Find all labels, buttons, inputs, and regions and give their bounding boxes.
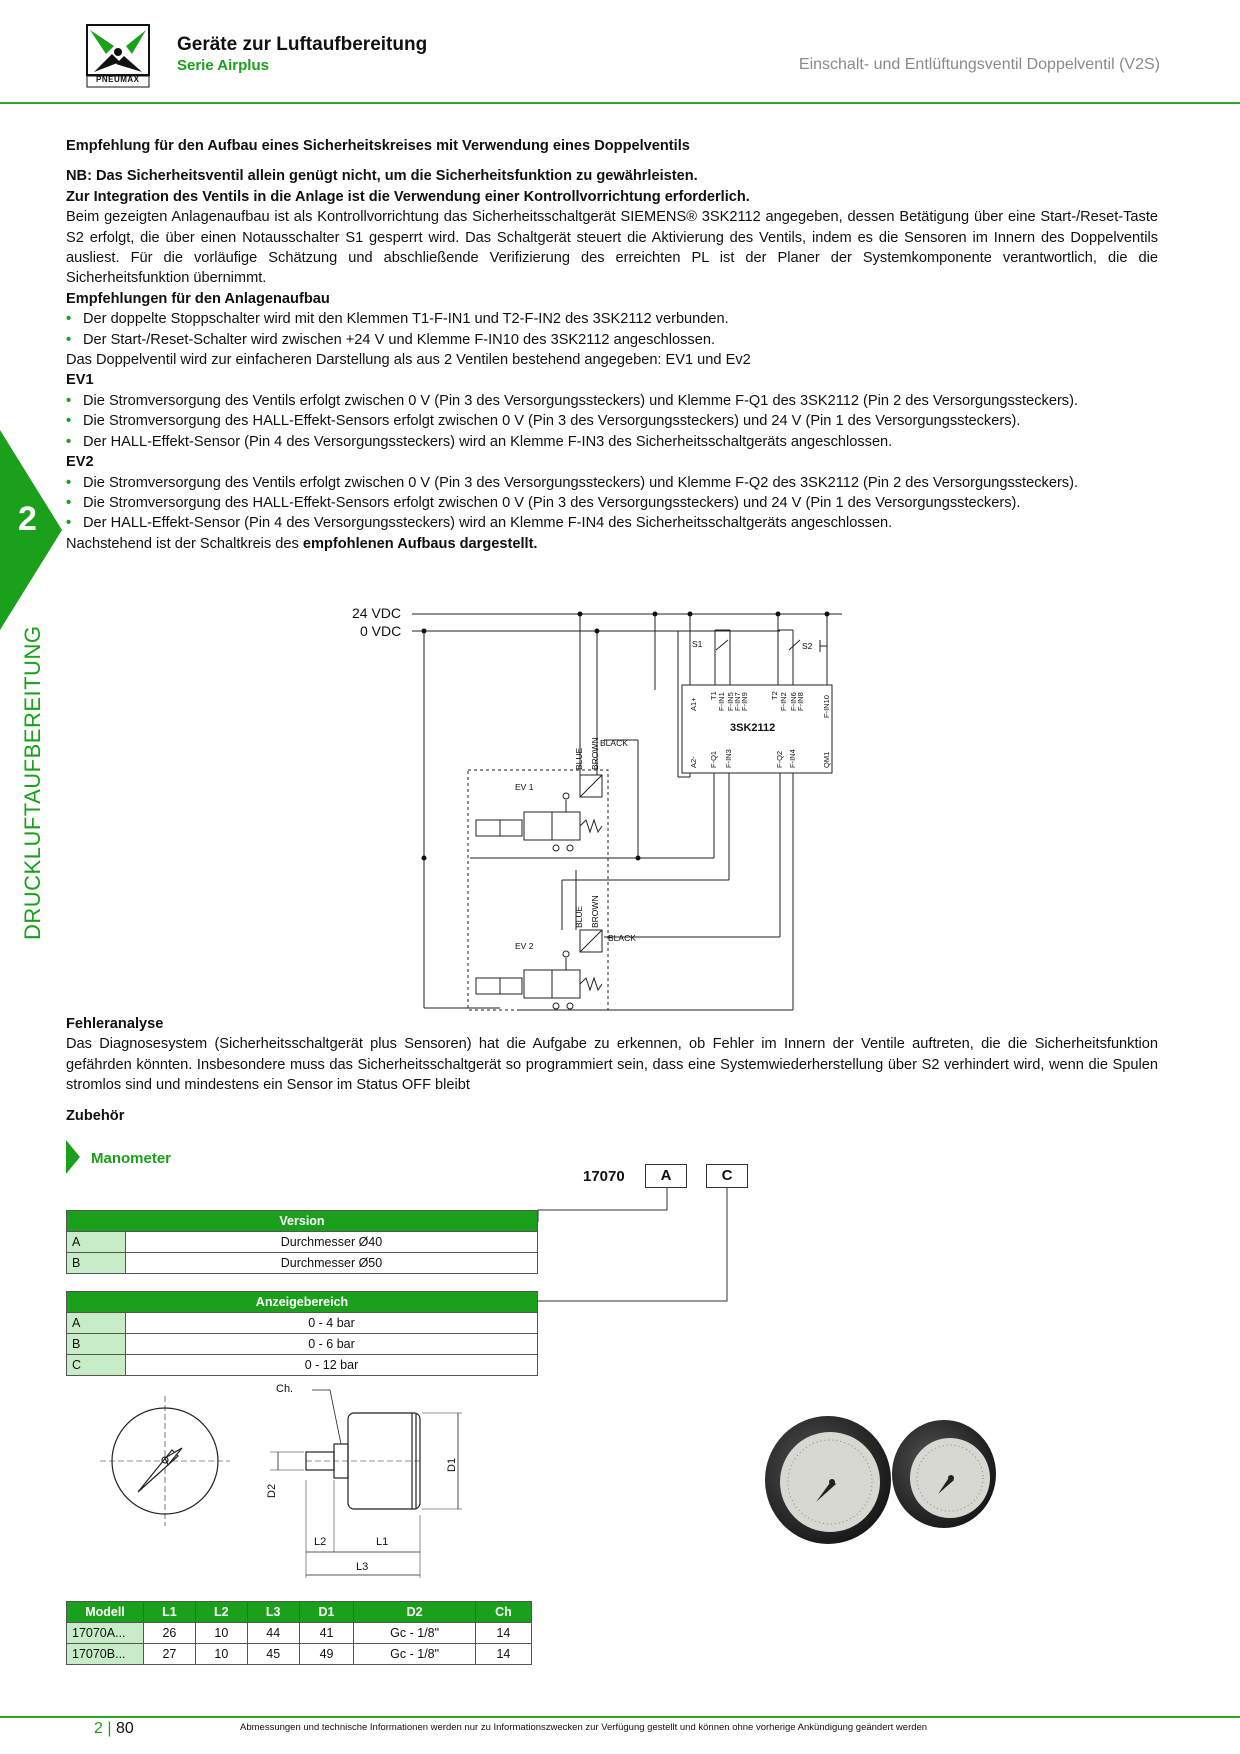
cell: 49 [299,1644,354,1665]
cell: 45 [247,1644,299,1665]
cell: 14 [475,1623,531,1644]
list-item: • Der HALL-Effekt-Sensor (Pin 4 des Versorgungssteckers) wird an Klemme F-IN4 des Sicherheitsschaltgeräts angeschlossen. [66,513,1158,533]
version-code: A [67,1232,126,1253]
table-row [67,1232,538,1253]
header-series: Serie Airplus [177,57,269,74]
range-table [66,1291,538,1376]
header-divider [0,102,1240,104]
chapter-label: DRUCKLUFTAUFBEREITUNG [20,625,45,940]
pin-fin1: F-IN1 [717,692,726,711]
range-code: B [67,1334,126,1355]
col-l2: L2 [195,1602,247,1623]
cell: 14 [475,1644,531,1665]
manometer-photo [760,1410,1020,1550]
section-heading: Empfehlung für den Aufbau eines Sicherheitskreises mit Verwendung eines Doppelventils [66,138,690,154]
col-l3: L3 [247,1602,299,1623]
label-24vdc: 24 VDC [352,605,402,621]
table-row [67,1623,532,1644]
table-row [67,1313,538,1334]
label-l3: L3 [356,1561,369,1573]
version-table-title: Version [67,1211,538,1232]
note-line-1: NB: Das Sicherheitsventil allein genügt nicht, um die Sicherheitsfunktion zu gewährleisten. [66,168,698,185]
dimension-table [66,1601,532,1665]
page-num: 80 [115,1720,134,1737]
table-row [67,1253,538,1274]
circuit-intro [66,534,1158,554]
main-text [66,136,1158,554]
header-title: Geräte zur Luftaufbereitung [177,34,428,55]
col-modell: Modell [67,1602,144,1623]
col-d1: D1 [299,1602,354,1623]
pin-fin7: F-IN7 [733,692,742,711]
note-line-2: Zur Integration des Ventils in die Anlage ist die Verwendung einer Kontrollvorrichtung erforderlich. [66,188,750,205]
circuit-intro-bold: empfohlenen Aufbaus dargestellt. [302,535,538,552]
version-value: Durchmesser Ø40 [126,1232,538,1253]
range-value: 0 - 12 bar [126,1355,538,1376]
pin-fin6: F-IN6 [789,692,798,711]
intro-paragraph: Beim gezeigten Anlagenaufbau ist als Kontrollvorrichtung das Sicherheitsschaltgerät SIEMENS® 3SK2112 angegeben, dessen Betätigung über eine Start-/Reset-Taste S2 erfolgt, die über einen Notausschalter S1 gesperrt wird. Das Schaltgerät steuert die Aktivierung des Ventils, indem es die Sensoren im Innern des Doppelventils ausliest. Für die vorläufige Schätzung und abschließende Verifizierung des erreichten PL ist der Planer der Systemkomponente verantwortlich, die die Sicherheitsfunktion übernimmt. [66,209,1158,287]
cell: 26 [144,1623,196,1644]
label-0vdc: 0 VDC [360,623,402,639]
page-separator: | [107,1720,116,1737]
list-item: • Der doppelte Stoppschalter wird mit den Klemmen T1-F-IN1 und T2-F-IN2 des 3SK2112 verbunden. [66,309,1158,329]
label-ev1: EV 1 [515,782,534,792]
pin-fin4: F-IN4 [788,749,797,768]
col-d2: D2 [354,1602,475,1623]
ev2-title: EV2 [66,454,94,471]
label-l2: L2 [314,1536,327,1548]
col-l1: L1 [144,1602,196,1623]
label-black-2: BLACK [608,933,636,943]
pin-fin5: F-IN5 [726,692,735,711]
version-code: B [67,1253,126,1274]
fault-section [66,1014,1158,1096]
fault-title: Fehleranalyse [66,1016,164,1032]
fault-text: Das Diagnosesystem (Sicherheitsschaltgerät plus Sensoren) hat die Aufgabe zu erkennen, ob Fehler im Innern der Ventile auftreten, die die Sicherheitsfunktion gefährden könnten. Insbesondere muss das Sicherheitsschaltgerät so programmiert sein, dass eine Systemwiederherstellung über S2 verhindert wird, wenn die Spulen stromlos sind und mindestens ein Sensor im Status OFF bleibt [66,1036,1158,1094]
circuit-diagram [340,600,860,1020]
manometer-drawing [100,1378,480,1578]
list-item: • Die Stromversorgung des Ventils erfolgt zwischen 0 V (Pin 3 des Versorgungssteckers) und Klemme F-Q1 des 3SK2112 (Pin 2 des Versorgungssteckers). [66,391,1158,411]
pin-a2: A2- [689,756,698,768]
footer-disclaimer: Abmessungen und technische Informationen werden nur zu Informationszwecken zur Verfügung gestellt und können ohne vorherige Ankündigung geändert werden [240,1722,928,1733]
label-blue-2: BLUE [574,905,584,928]
chapter-number: 2 [18,500,37,538]
version-value: Durchmesser Ø50 [126,1253,538,1274]
list-item: • Die Stromversorgung des HALL-Effekt-Sensors erfolgt zwischen 0 V (Pin 3 des Versorgungssteckers) und 24 V (Pin 1 des Versorgungssteckers). [66,411,1158,431]
list-item: • Die Stromversorgung des HALL-Effekt-Sensors erfolgt zwischen 0 V (Pin 3 des Versorgungssteckers) und 24 V (Pin 1 des Versorgungssteckers). [66,493,1158,513]
double-valve-note: Das Doppelventil wird zur einfacheren Darstellung als aus 2 Ventilen bestehend angegeben: EV1 und Ev2 [66,352,751,369]
cell: 10 [195,1644,247,1665]
range-table-title: Anzeigebereich [67,1292,538,1313]
chapter-page: 2 [94,1720,103,1737]
list-item: • Der Start-/Reset-Schalter wird zwischen +24 V und Klemme F-IN10 des 3SK2112 angeschlossen. [66,330,1158,350]
pin-fin2: F-IN2 [779,692,788,711]
ev1-title: EV1 [66,372,94,389]
label-brown-2: BROWN [590,895,600,928]
circuit-intro-text: Nachstehend ist der Schaltkreis des [66,535,303,552]
manometer-title: Manometer [91,1150,172,1167]
pin-fq2: F-Q2 [775,750,784,768]
label-brown-1: BROWN [590,737,600,770]
accessories-title: Zubehör [66,1108,125,1124]
label-ev2: EV 2 [515,941,534,951]
label-l1: L1 [376,1536,389,1548]
range-code: C [67,1355,126,1376]
pin-qm1: QM1 [822,751,831,768]
header-product-title: Einschalt- und Entlüftungsventil Doppelventil (V2S) [798,56,1160,73]
range-value: 0 - 6 bar [126,1334,538,1355]
cell-model: 17070A... [67,1623,144,1644]
brand-name: PNEUMAX [96,75,140,84]
table-row [67,1355,538,1376]
label-s1: S1 [692,639,703,649]
pin-fin10: F-IN10 [822,695,831,718]
table-row [67,1334,538,1355]
range-code: A [67,1313,126,1334]
order-code-c: C [706,1164,748,1188]
cell: 27 [144,1644,196,1665]
label-ch: Ch. [276,1383,294,1395]
table-row [67,1644,532,1665]
pin-fin3: F-IN3 [724,749,733,768]
label-s2: S2 [802,641,813,651]
pin-fq1: F-Q1 [709,750,718,768]
section-arrow-icon [66,1140,80,1174]
pin-t1: T1 [709,691,718,700]
cell: Gc - 1/8" [354,1623,475,1644]
label-d1: D1 [446,1457,458,1472]
cell: Gc - 1/8" [354,1644,475,1665]
page-number [94,1720,134,1738]
order-code-a: A [645,1164,687,1188]
col-ch: Ch [475,1602,531,1623]
label-black-1: BLACK [600,738,628,748]
cell: 41 [299,1623,354,1644]
device-name: 3SK2112 [730,722,776,734]
list-item: • Die Stromversorgung des Ventils erfolgt zwischen 0 V (Pin 3 des Versorgungssteckers) und Klemme F-Q2 des 3SK2112 (Pin 2 des Versorgungssteckers). [66,473,1158,493]
label-blue-1: BLUE [574,747,584,770]
cell: 10 [195,1623,247,1644]
recommendations-title: Empfehlungen für den Anlagenaufbau [66,290,330,307]
cell-model: 17070B... [67,1644,144,1665]
version-table [66,1210,538,1274]
pin-a1: A1+ [689,697,698,711]
label-d2: D2 [266,1483,278,1498]
cell: 44 [247,1623,299,1644]
range-value: 0 - 4 bar [126,1313,538,1334]
order-code-connectors [530,1188,750,1308]
pin-fin8: F-IN8 [796,692,805,711]
footer-divider [0,1716,1240,1718]
list-item: • Der HALL-Effekt-Sensor (Pin 4 des Versorgungssteckers) wird an Klemme F-IN3 des Sicherheitsschaltgeräts angeschlossen. [66,432,1158,452]
brand-logo [86,24,150,88]
pin-t2: T2 [770,691,779,700]
pin-fin9: F-IN9 [740,692,749,711]
order-code-base: 17070 [583,1168,625,1185]
